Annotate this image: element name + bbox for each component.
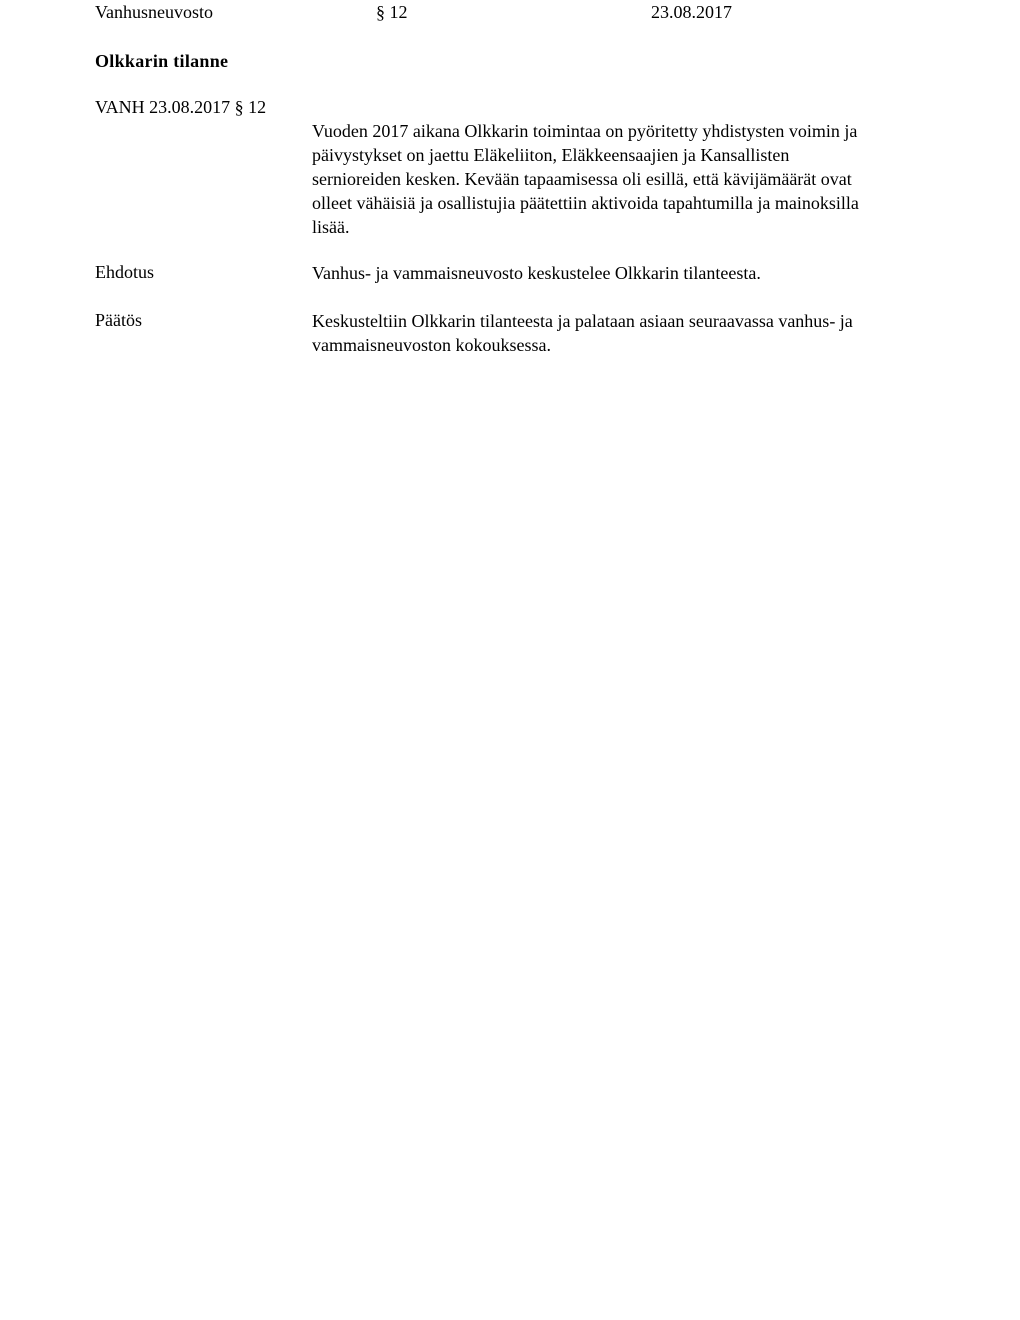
decision-line: vammaisneuvoston kokouksessa. (312, 335, 551, 355)
description-line: lisää. (312, 217, 350, 237)
proposal-label: Ehdotus (95, 262, 155, 282)
proposal-text (312, 261, 922, 285)
description-line: sernioreiden kesken. Kevään tapaamisessa oli esillä, että kävijämäärät ovat (312, 169, 852, 189)
item-title: Olkkarin tilanne (95, 51, 229, 71)
header-date: 23.08.2017 (651, 2, 732, 22)
description-paragraph (312, 119, 922, 239)
header-section-number: § 12 (376, 2, 408, 22)
description-line: päivystykset on jaettu Eläkeliiton, Eläkkeensaajien ja Kansallisten (312, 145, 790, 165)
meeting-reference: VANH 23.08.2017 § 12 (95, 97, 267, 117)
proposal-line: Vanhus- ja vammaisneuvosto keskustelee Olkkarin tilanteesta. (312, 263, 761, 283)
decision-text (312, 309, 922, 357)
header-organization: Vanhusneuvosto (95, 2, 213, 22)
description-line: olleet vähäisiä ja osallistujia päätettiin aktivoida tapahtumilla ja mainoksilla (312, 193, 859, 213)
decision-label: Päätös (95, 310, 142, 330)
description-line: Vuoden 2017 aikana Olkkarin toimintaa on pyöritetty yhdistysten voimin ja (312, 121, 858, 141)
decision-line: Keskusteltiin Olkkarin tilanteesta ja palataan asiaan seuraavassa vanhus- ja (312, 311, 853, 331)
